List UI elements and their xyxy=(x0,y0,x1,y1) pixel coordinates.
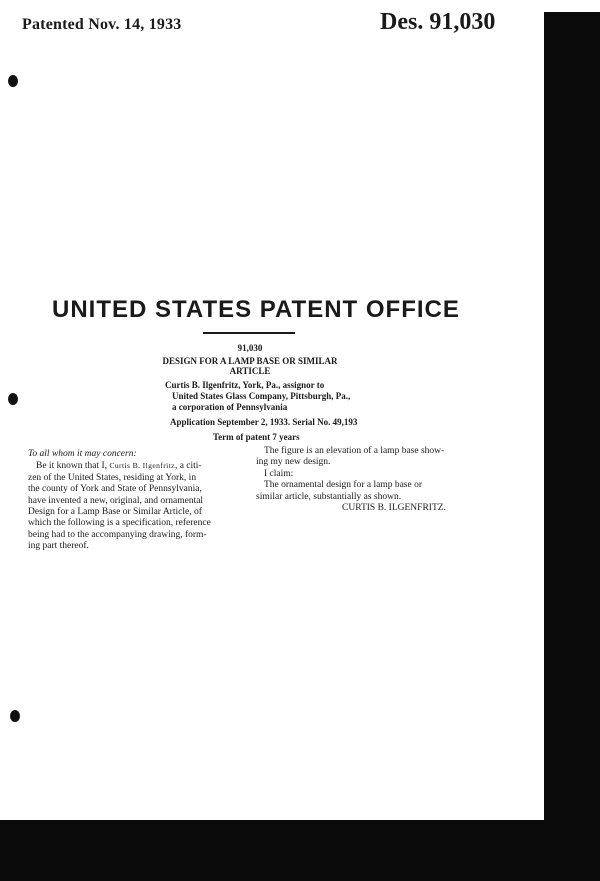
claim-line: The ornamental design for a lamp base or xyxy=(264,480,423,491)
inventor-name-smallcaps: Curtis B. Ilgenfritz xyxy=(109,461,175,471)
figure-description-line: The figure is an elevation of a lamp base show- xyxy=(264,446,445,456)
spec-line: being had to the accompanying drawing, form- xyxy=(28,529,207,540)
punch-hole-middle xyxy=(8,393,18,405)
spec-line: Design for a Lamp Base or Similar Article, of xyxy=(28,507,202,518)
spec-line: have invented a new, original, and ornamental xyxy=(28,495,204,506)
scan-border-bottom xyxy=(0,820,600,881)
inventor-line-3: a corporation of Pennsylvania xyxy=(172,402,288,412)
claim-line: similar article, substantially as shown. xyxy=(256,491,402,502)
patent-number: 91,030 xyxy=(237,343,263,353)
spec-line: zen of the United States, residing at York, in xyxy=(28,472,197,483)
heading-rule xyxy=(203,332,295,334)
claim-column xyxy=(256,446,496,514)
specification-column xyxy=(28,449,254,553)
claim-heading: I claim: xyxy=(264,468,294,479)
spec-line xyxy=(28,460,254,472)
spec-line-text: Be it known that I, xyxy=(36,461,110,472)
figure-description-line: ing my new design. xyxy=(256,457,331,468)
salutation: To all whom it may concern: xyxy=(28,449,137,459)
inventor-line-2: United States Glass Company, Pittsburgh, Pa., xyxy=(172,391,351,401)
patented-date: Patented Nov. 14, 1933 xyxy=(22,16,182,33)
spec-line-text: , a citi- xyxy=(174,461,202,472)
inventor-signature: CURTIS B. ILGENFRITZ. xyxy=(342,503,446,514)
scan-border-right xyxy=(544,12,600,881)
inventor-line-1: Curtis B. Ilgenfritz, York, Pa., assignor to xyxy=(165,380,325,390)
punch-hole-top xyxy=(8,75,18,87)
application-info: Application September 2, 1933. Serial No. 49,193 xyxy=(170,417,358,427)
spec-line: which the following is a specification, reference xyxy=(28,518,211,529)
punch-hole-bottom xyxy=(10,710,20,722)
design-title-line-1: DESIGN FOR A LAMP BASE OR SIMILAR xyxy=(162,356,338,366)
spec-line: the county of York and State of Pennsylvania, xyxy=(28,484,202,495)
office-heading: UNITED STATES PATENT OFFICE xyxy=(52,296,460,323)
design-title-line-2: ARTICLE xyxy=(229,366,271,376)
design-number: Des. 91,030 xyxy=(380,9,496,35)
spec-line: ing part thereof. xyxy=(28,541,89,552)
term-of-patent: Term of patent 7 years xyxy=(213,432,300,442)
